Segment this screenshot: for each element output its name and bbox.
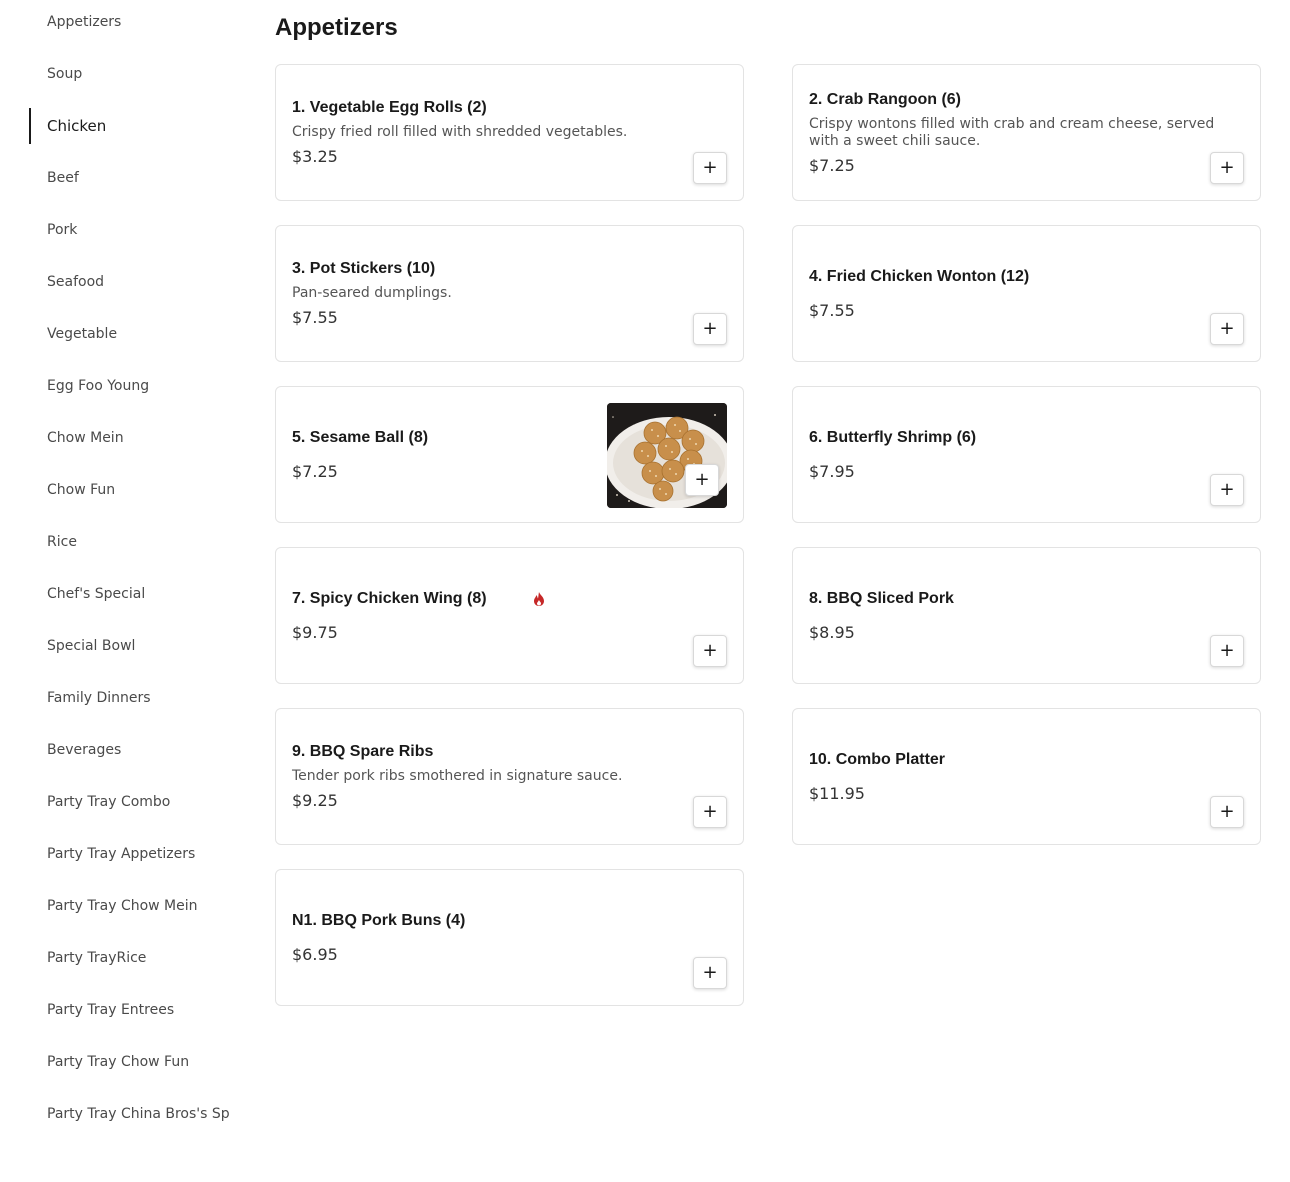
plus-icon: +	[1219, 479, 1235, 500]
plus-icon: +	[702, 801, 718, 822]
sidebar-item-egg-foo-young[interactable]: Egg Foo Young	[47, 378, 150, 394]
menu-item-info	[809, 548, 1200, 683]
menu-item-card[interactable]	[275, 225, 744, 362]
sidebar-item-party-tray-combo[interactable]: Party Tray Combo	[47, 794, 171, 810]
menu-item-card[interactable]	[792, 64, 1261, 201]
sidebar-item-appetizers[interactable]: Appetizers	[47, 14, 122, 30]
menu-item-description: Tender pork ribs smothered in signature sauce.	[292, 768, 623, 784]
plus-icon: +	[1219, 318, 1235, 339]
menu-item-card[interactable]	[275, 386, 744, 523]
sidebar-item-party-tray-rice[interactable]: Party TrayRice	[47, 950, 147, 966]
sidebar-item-chefs-special[interactable]: Chef's Special	[47, 586, 146, 602]
add-to-cart-button[interactable]	[693, 796, 727, 828]
sidebar-item-beef[interactable]: Beef	[47, 170, 79, 186]
plus-icon: +	[1219, 157, 1235, 178]
sidebar-item-party-tray-chow-mein[interactable]: Party Tray Chow Mein	[47, 898, 198, 914]
menu-item-price: $7.55	[292, 308, 338, 327]
menu-item-price: $7.55	[809, 300, 855, 320]
sidebar-item-chow-mein[interactable]: Chow Mein	[47, 430, 124, 446]
menu-item-price: $9.75	[292, 622, 338, 642]
menu-item-info	[809, 65, 1220, 200]
plus-icon: +	[702, 157, 718, 178]
sidebar-item-chow-fun[interactable]: Chow Fun	[47, 482, 116, 498]
plus-icon: +	[694, 469, 710, 490]
flame-icon	[533, 592, 545, 606]
plus-icon: +	[702, 640, 718, 661]
menu-item-price: $3.25	[292, 147, 338, 166]
menu-item-info	[809, 387, 1200, 522]
add-to-cart-button[interactable]	[1210, 313, 1244, 345]
sidebar-item-special-bowl[interactable]: Special Bowl	[47, 638, 136, 654]
menu-item-name: 4. Fried Chicken Wonton (12)	[809, 267, 1030, 285]
plus-icon: +	[1219, 801, 1235, 822]
sidebar-item-party-tray-appetizers[interactable]: Party Tray Appetizers	[47, 846, 196, 862]
menu-item-name: 1. Vegetable Egg Rolls (2)	[292, 99, 487, 116]
add-to-cart-button[interactable]	[1210, 796, 1244, 828]
menu-item-card[interactable]	[792, 386, 1261, 523]
menu-item-price: $11.95	[809, 783, 865, 803]
menu-item-name: 7. Spicy Chicken Wing (8)	[292, 589, 487, 607]
sidebar-item-beverages[interactable]: Beverages	[47, 742, 122, 758]
menu-item-name: 10. Combo Platter	[809, 750, 946, 768]
menu-item-info	[292, 870, 683, 1005]
menu-item-name-row	[292, 589, 683, 609]
sidebar-item-chicken[interactable]: Chicken	[29, 108, 244, 144]
plus-icon: +	[702, 962, 718, 983]
menu-item-info	[292, 65, 683, 200]
sidebar-item-party-tray-chow-fun[interactable]: Party Tray Chow Fun	[47, 1054, 190, 1070]
menu-item-name: 3. Pot Stickers (10)	[292, 260, 436, 277]
menu-item-name: 2. Crab Rangoon (6)	[809, 90, 962, 108]
menu-item-info	[809, 226, 1200, 361]
category-sidebar	[0, 0, 250, 1182]
section-title: Appetizers	[275, 14, 398, 41]
menu-item-price: $7.95	[809, 461, 855, 481]
sidebar-item-soup[interactable]: Soup	[47, 66, 83, 82]
sidebar-item-pork[interactable]: Pork	[47, 222, 78, 238]
menu-item-info	[292, 709, 683, 844]
menu-item-card[interactable]	[792, 708, 1261, 845]
add-to-cart-button[interactable]	[1210, 635, 1244, 667]
add-to-cart-button[interactable]	[685, 464, 719, 496]
menu-item-card[interactable]	[275, 708, 744, 845]
sesame-ball-photo	[607, 403, 727, 508]
add-to-cart-button[interactable]	[693, 313, 727, 345]
sidebar-item-party-tray-entrees[interactable]: Party Tray Entrees	[47, 1002, 175, 1018]
add-to-cart-button[interactable]	[693, 635, 727, 667]
menu-item-price: $9.25	[292, 791, 338, 810]
menu-item-name: N1. BBQ Pork Buns (4)	[292, 911, 466, 929]
menu-item-name: 8. BBQ Sliced Pork	[809, 589, 954, 607]
menu-item-card[interactable]	[275, 869, 744, 1006]
add-to-cart-button[interactable]	[693, 152, 727, 184]
plus-icon: +	[1219, 640, 1235, 661]
menu-item-name: 9. BBQ Spare Ribs	[292, 743, 434, 760]
sidebar-item-party-tray-china-bros[interactable]: Party Tray China Bros's Sp	[47, 1106, 230, 1122]
add-to-cart-button[interactable]	[693, 957, 727, 989]
menu-item-description: Crispy fried roll filled with shredded vegetables.	[292, 124, 628, 140]
add-to-cart-button[interactable]	[1210, 152, 1244, 184]
menu-item-price: $7.25	[809, 155, 855, 175]
menu-item-card[interactable]	[792, 547, 1261, 684]
add-to-cart-button[interactable]	[1210, 474, 1244, 506]
menu-item-card[interactable]	[792, 225, 1261, 362]
menu-item-price: $7.25	[292, 461, 338, 481]
menu-item-name: 6. Butterfly Shrimp (6)	[809, 428, 977, 446]
menu-item-description: Crispy wontons filled with crab and cream cheese, served with a sweet chili sauce.	[809, 115, 1215, 149]
menu-item-info	[809, 709, 1200, 844]
menu-item-price: $8.95	[809, 622, 855, 642]
menu-item-card[interactable]	[275, 64, 744, 201]
menu-item-card[interactable]	[275, 547, 744, 684]
sidebar-item-family-dinners[interactable]: Family Dinners	[47, 690, 151, 706]
sidebar-item-vegetable[interactable]: Vegetable	[47, 326, 118, 342]
menu-item-name: 5. Sesame Ball (8)	[292, 428, 429, 446]
menu-item-description: Pan-seared dumplings.	[292, 285, 452, 301]
menu-item-price: $6.95	[292, 944, 338, 964]
sidebar-item-rice[interactable]: Rice	[47, 534, 77, 550]
menu-item-info	[292, 548, 683, 683]
menu-item-info	[292, 226, 683, 361]
sidebar-item-seafood[interactable]: Seafood	[47, 274, 105, 290]
plus-icon: +	[702, 318, 718, 339]
